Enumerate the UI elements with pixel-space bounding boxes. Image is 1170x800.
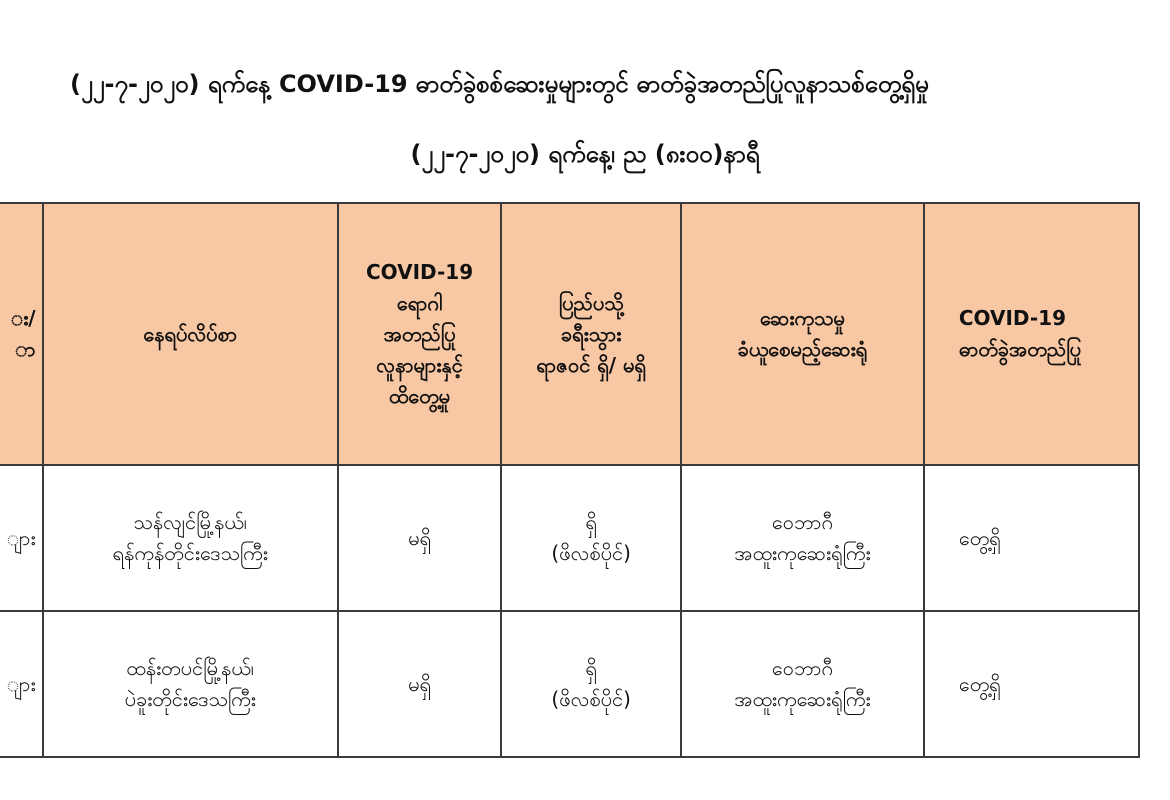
- cell-line: ရှိ: [585, 510, 597, 534]
- cell-line: ျား: [6, 525, 36, 550]
- table-row: [0, 465, 1139, 611]
- table-cell-hospital: [681, 611, 924, 757]
- table-cell-contact: [338, 611, 502, 757]
- table-cell-travel-history: [501, 611, 681, 757]
- column-header-confirmation: [924, 203, 1139, 465]
- column-header-line: ခံယူစေမည့်ဆေးရုံ: [737, 337, 868, 361]
- cell-line: မရှိ: [408, 671, 432, 696]
- table-cell-contact: [338, 465, 502, 611]
- cell-line: (ဖိလစ်ပိုင်): [551, 541, 631, 565]
- column-header-address: [43, 203, 338, 465]
- column-header-line: ရောဂါ: [396, 290, 443, 315]
- column-header-line: း/: [10, 306, 36, 330]
- cell-line: ဝေဘာဂီ: [771, 656, 833, 680]
- column-header-hospital: [681, 203, 924, 465]
- column-header-line: ထိတွေ့မှု: [389, 383, 451, 408]
- cell-line: ျား: [6, 671, 36, 696]
- table-cell: [0, 465, 43, 611]
- column-header-line: ဆေးကုသမှု: [759, 306, 845, 330]
- report-datetime: (၂၂-၇-၂၀၂၀) ရက်နေ့၊ ည (၈း၀၀)နာရီ: [410, 140, 760, 168]
- cell-line: သန်လျင်မြို့နယ်၊: [133, 510, 247, 534]
- cell-line: ထန်းတပင်မြို့နယ်၊: [126, 656, 254, 680]
- cell-line: ဝေဘာဂီ: [771, 510, 833, 534]
- table-cell: [0, 611, 43, 757]
- column-header-contact: [338, 203, 502, 465]
- table-cell-confirmation: [924, 465, 1139, 611]
- column-header-line: ခရီးသွား: [560, 321, 622, 346]
- cases-table: [0, 202, 1140, 758]
- column-header: [0, 203, 43, 465]
- column-header-line: လူနာများနှင့်: [376, 352, 463, 377]
- column-header-line: အတည်ပြု: [383, 321, 456, 346]
- cell-line: အထူးကုဆေးရုံကြီး: [734, 687, 871, 711]
- table-row: [0, 611, 1139, 757]
- cell-line: မရှိ: [408, 525, 432, 550]
- report-title: (၂၂-၇-၂၀၂၀) ရက်နေ့ COVID-19 ဓာတ်ခွဲစစ်ဆေးမှုများတွင် ဓာတ်ခွဲအတည်ပြုလူနာသစ်တွေ့ရှိမှု: [70, 70, 929, 98]
- cell-line: တွေ့ရှိ: [958, 525, 1001, 550]
- cell-line: အထူးကုဆေးရုံကြီး: [734, 541, 871, 565]
- table-cell-hospital: [681, 465, 924, 611]
- table-cell-travel-history: [501, 465, 681, 611]
- column-header-line: ဓာတ်ခွဲအတည်ပြု: [958, 337, 1081, 361]
- column-header-line: နေရပ်လိပ်စာ: [143, 321, 238, 346]
- table-header-row: [0, 203, 1139, 465]
- cell-line: ရန်ကုန်တိုင်းဒေသကြီး: [112, 541, 268, 565]
- cell-line: ရှိ: [585, 656, 597, 680]
- column-header-line: ရာဇဝင် ရှိ/ မရှိ: [536, 352, 646, 377]
- cell-line: ပဲခူးတိုင်းဒေသကြီး: [124, 687, 256, 711]
- cell-line: တွေ့ရှိ: [958, 671, 1001, 696]
- table-cell-address: [43, 611, 338, 757]
- column-header-line: COVID-19: [365, 259, 474, 284]
- table-cell-confirmation: [924, 611, 1139, 757]
- column-header-line: ပြည်ပသို့: [558, 290, 624, 315]
- cell-line: (ဖိလစ်ပိုင်): [551, 687, 631, 711]
- table-cell-address: [43, 465, 338, 611]
- column-header-line: COVID-19: [958, 306, 1067, 330]
- column-header-travel-history: [501, 203, 681, 465]
- column-header-line: ာ: [14, 337, 36, 361]
